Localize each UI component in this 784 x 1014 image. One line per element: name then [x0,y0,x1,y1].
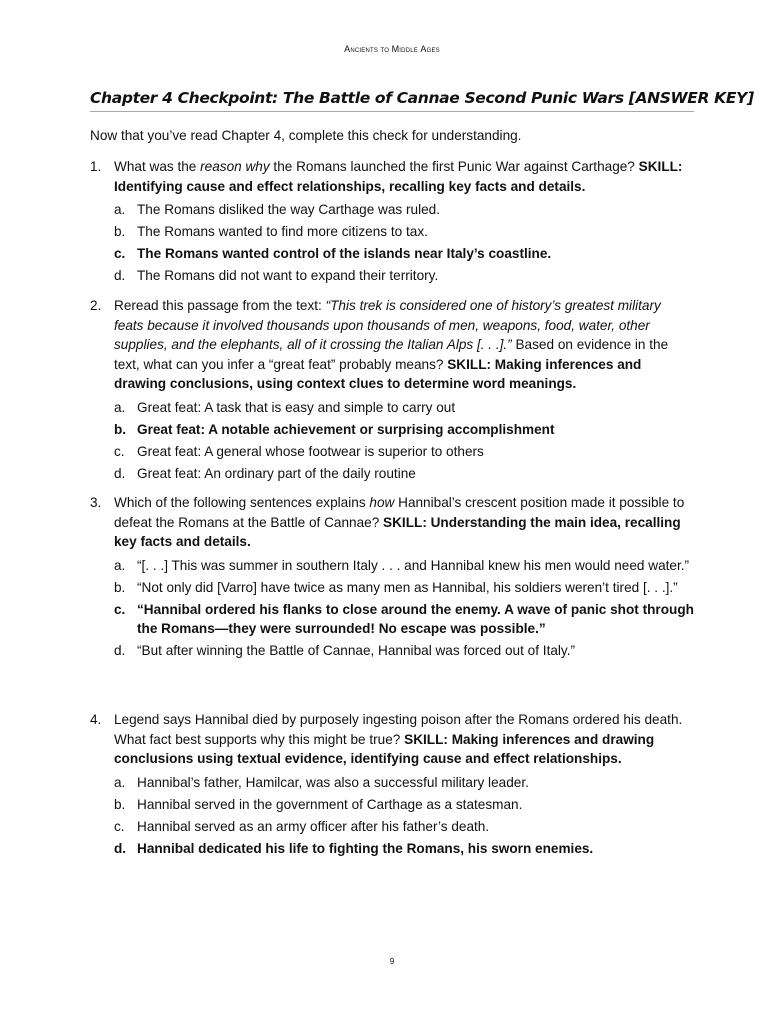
page-number: 9 [389,957,395,966]
answer-options [114,773,694,859]
page-title: Chapter 4 Checkpoint: The Battle of Cannae Second Punic Wars [ANSWER KEY] [90,89,694,112]
question-2 [90,296,694,486]
answer-options [114,556,694,661]
answer-options [114,398,694,484]
skill-label: SKILL: Making inferences and drawing conclusions, using context clues to determine word meanings. [114,356,642,391]
intro-text: Now that you’ve read Chapter 4, complete this check for understanding. [90,128,522,143]
answer-option: b. Hannibal served in the government of Carthage as a statesman. [114,796,523,812]
question-text: Which of the following sentences explains how Hannibal’s crescent position made it possible to defeat the Romans at the Battle of Cannae? SKILL: Understanding the main idea, recalling key facts and details. [114,495,685,549]
answer-option: c. Hannibal served as an army officer after his father’s death. [114,818,490,834]
answer-option: b. The Romans wanted to find more citizens to tax. [114,224,428,239]
skill-label: SKILL: Identifying cause and effect relationships, recalling key facts and details. [114,159,683,194]
answer-option: a. “[. . .] This was summer in southern Italy . . . and Hannibal knew his men would need water.” [114,557,690,573]
question-number: 3. [90,495,102,510]
correct-answer-option: d. Hannibal dedicated his life to fighting the Romans, his sworn enemies. [114,840,594,856]
question-number: 2. [90,298,102,313]
correct-answer-option: c. The Romans wanted control of the islands near Italy’s coastline. [114,246,552,261]
running-header: Ancients to Middle Ages [344,44,440,54]
question-text: What was the reason why the Romans launched the first Punic War against Carthage? SKILL: Identifying cause and effect relationships, recalling key facts and details. [114,159,683,194]
question-text: Reread this passage from the text: “This trek is considered one of history’s greatest military feats because it involved thousands upon thousands of men, weapons, food, water, other supplies, and the elephants, all of it crossing the Italian Alps [. . .].” Based on evidence in the text, what can you infer a “great feat” probably means? SKILL: Making inferences and drawing conclusions, using context clues to determine word meanings. [114,298,669,391]
answer-option: d. Great feat: An ordinary part of the daily routine [114,465,416,481]
skill-label: SKILL: Understanding the main idea, recalling key facts and details. [114,514,681,549]
text-quote: “This trek is considered one of history’s greatest military feats because it involved thousands upon thousands of men, weapons, food, water, other supplies, and the elephants, all of it crossing the Italian Alps [. . .].” [114,298,661,352]
answer-option: b. “Not only did [Varro] have twice as many men as Hannibal, his soldiers weren’t tired [. . .].” [114,579,678,595]
answer-option: d. The Romans did not want to expand their territory. [114,268,439,283]
question-text: Legend says Hannibal died by purposely ingesting poison after the Romans ordered his death. What fact best supports why this might be true? SKILL: Making inferences and drawing conclusions using textual evidence, identifying cause and effect relationships. [114,712,683,766]
question-number: 4. [90,712,102,727]
answer-option: c. Great feat: A general whose footwear is superior to others [114,443,484,459]
answer-options [114,200,694,286]
correct-answer-option: b. Great feat: A notable achievement or surprising accomplishment [114,421,555,437]
question-4 [90,710,694,861]
question-3 [90,493,694,663]
question-1 [90,157,694,288]
answer-option: d. “But after winning the Battle of Cannae, Hannibal was forced out of Italy.” [114,643,576,658]
answer-option: a. The Romans disliked the way Carthage was ruled. [114,202,440,217]
answer-option: a. Hannibal’s father, Hamilcar, was also a successful military leader. [114,774,529,790]
correct-answer-option: c. “Hannibal ordered his flanks to close around the enemy. A wave of panic shot through the Romans—they were surrounded! No escape was possible.” [114,601,694,636]
answer-option: a. Great feat: A task that is easy and simple to carry out [114,399,456,415]
skill-label: SKILL: Making inferences and drawing conclusions using textual evidence, identifying cause and effect relationships. [114,731,655,766]
question-number: 1. [90,159,102,174]
